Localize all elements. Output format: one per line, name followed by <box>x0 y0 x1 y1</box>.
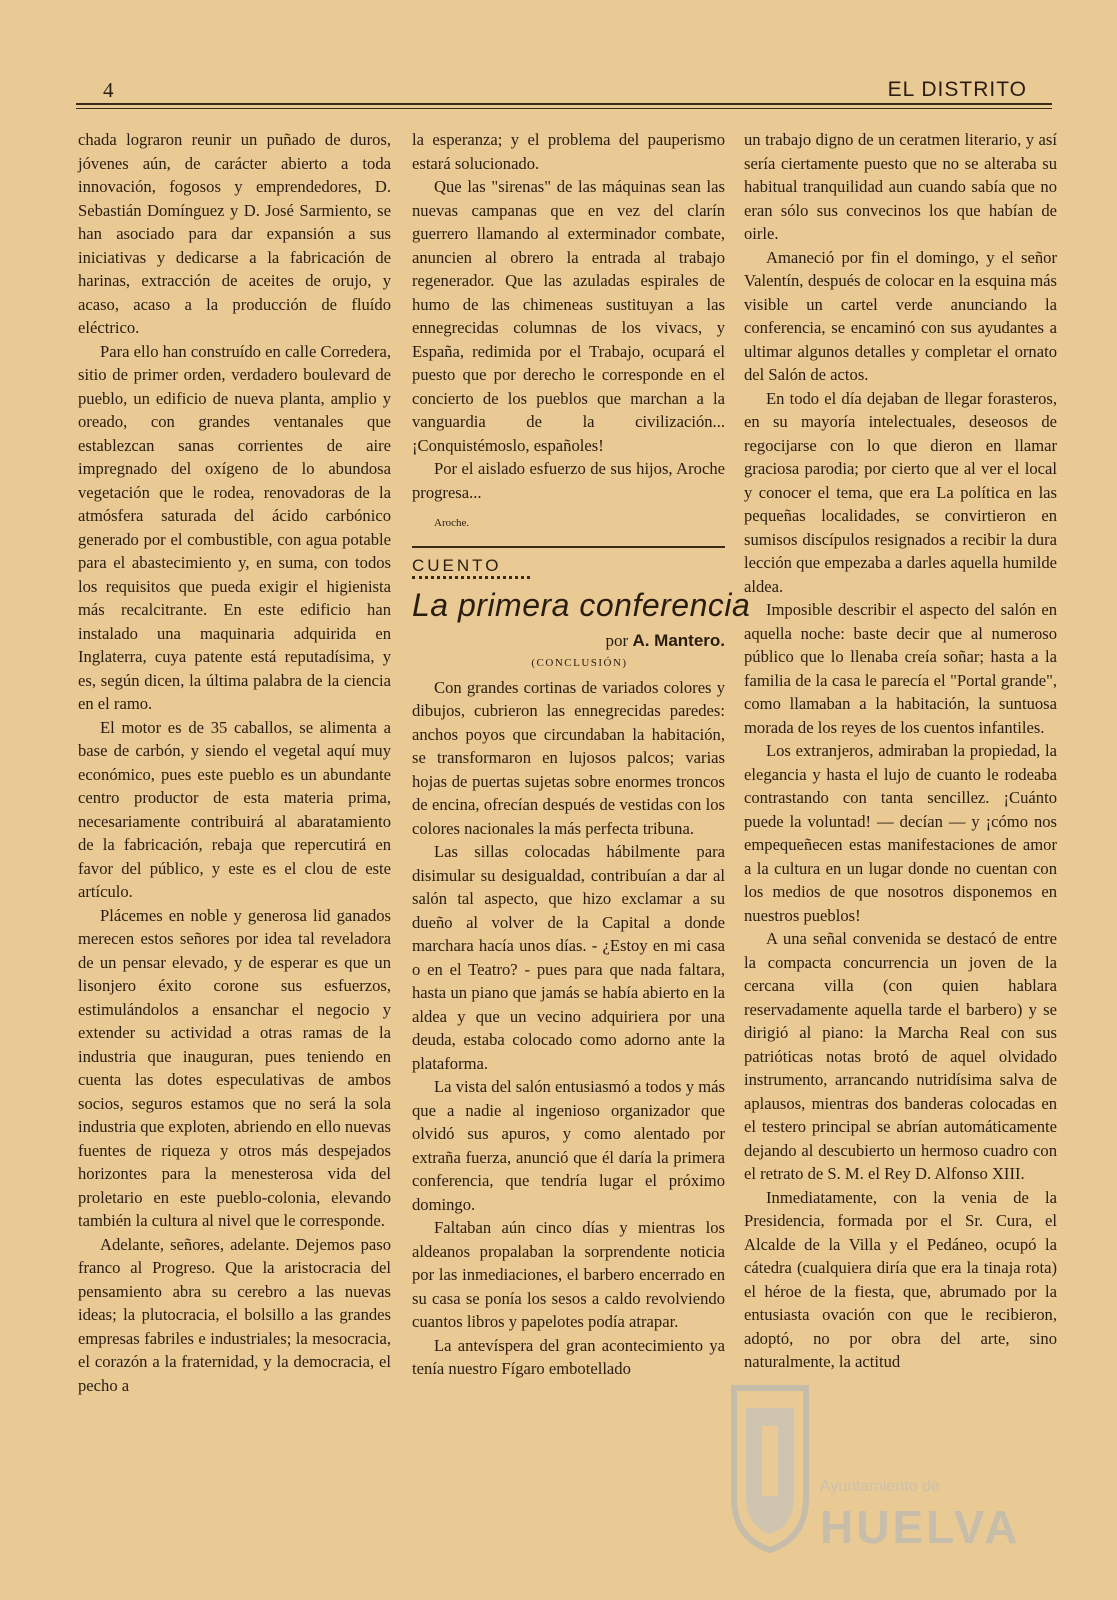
watermark-line-2: HUELVA <box>820 1501 1021 1553</box>
watermark-line-1: Ayuntamiento de <box>820 1478 940 1495</box>
paragraph: La antevíspera del gran acontecimiento ya tenía nuestro Fígaro embotellado <box>412 1335 725 1378</box>
section-label: CUENTO <box>412 555 502 575</box>
paragraph: la esperanza; y el problema del pauperismo estará solucionado. <box>412 130 725 173</box>
column-3 <box>744 128 1057 1374</box>
paragraph: Para ello han construído en calle Corredera, sitio de primer orden, verdadero boulevard de pueblo, un edificio de nueva planta, amplio y oreado, con grandes ventanales que establezcan sanas corrientes de aire impregnado del oxígeno de lo abundosa vegetación que le rodea, renovadoras de la atmósfera saturada del ácido carbónico generado por el combustible, con agua potable para el abastecimiento y, en suma, con todos los requisitos que pueda exigir el higienista más recalcitrante. En este edificio han instalado una maquinaria adquirida en Inglaterra, cuya patente está reputadísima, y es, según dicen, la última palabra de la ciencia en el ramo. <box>78 341 391 713</box>
coat-of-arms-icon <box>728 1378 812 1554</box>
paragraph: un trabajo digno de un ceratmen literario, y así sería ciertamente puesto que no se alteraba su habitual tranquilidad aun cuando sabía que no eran sólo sus convecinos los que habían de oirle. <box>744 130 1057 243</box>
paragraph: Imposible describir el aspecto del salón en aquella noche: baste decir que al numeroso público que lo llenaba creía soñar; hasta a la familia de la casa le parecía el "Portal grande", como llamaban a la habitación, la suntuosa morada de los reyes de los cuentos infantiles. <box>744 600 1057 737</box>
header-rule-thin <box>76 108 1052 109</box>
paragraph: Faltaban aún cinco días y mientras los aldeanos propalaban la sorprendente noticia por las inmediaciones, el barbero encerrado en su casa se ponía los sesos a caldo revolviendo cuantos libros y papelotes podía atrapar. <box>412 1218 725 1331</box>
byline <box>412 629 725 653</box>
column-1 <box>78 128 391 1397</box>
paragraph: Las sillas colocadas hábilmente para disimular su desigualdad, contribuían a dar al salón tal aspecto, que hizo exclamar a su dueño al volver de la Capital a donde marchara hacía unos días. - ¿Estoy en mi casa o en el Teatro? - pues para que nada faltara, hasta un piano que jamás se había abierto en la aldea y que un vecino adquiriera por una deuda, estaba colocado como adorno ante la plataforma. <box>412 842 725 1073</box>
paragraph: Inmediatamente, con la venia de la Presidencia, formada por el Sr. Cura, el Alcalde de la Villa y el Pedáneo, ocupó la cátedra (cualquiera diría que era la tinaja rota) el héroe de la fiesta, que, abrumado por la entusiasta ovación con que le recibieron, adoptó, no por obra del arte, sino naturalmente, la actitud <box>744 1187 1057 1371</box>
paragraph: Por el aislado esfuerzo de sus hijos, Aroche progresa... <box>412 459 725 502</box>
paragraph: En todo el día dejaban de llegar forasteros, en su mayoría intelectuales, deseosos de regocijarse con lo que dieron en llamar graciosa parodia; por cierto que al ver el local y conocer el tema, que era La política en las pequeñas localidades, se convirtieron en sumisos discípulos resignados a recibir la dura lección que empezaba a darles aquella humilde aldea. <box>744 388 1057 596</box>
paragraph: Que las "sirenas" de las máquinas sean las nuevas campanas que en vez del clarín guerrero llamando al exterminador combate, anuncien al obrero la entrada al trabajo regenerador. Que las azuladas espirales de humo de las chimeneas sustituyan a las ennegrecidas columnas de los vivacs, y España, redimida por el Trabajo, ocupará el puesto que por derecho le corresponde en el concierto de los pueblos que marchan a la vanguardia de la civilización... ¡Conquistémoslo, españoles! <box>412 177 725 455</box>
publication-title: EL DISTRITO <box>887 78 1027 101</box>
section-underline <box>412 576 530 579</box>
article-signature: Aroche. <box>434 517 470 529</box>
article-separator <box>412 546 725 548</box>
paragraph: Adelante, señores, adelante. Dejemos paso franco al Progreso. Que la aristocracia del pensamiento abra su cerebro a las nuevas ideas; la plutocracia, el bolsillo a las grandes empresas fabriles e industriales; la mesocracia, el corazón a la fraternidad, y la democracia, el pecho a <box>78 1234 391 1395</box>
page-number: 4 <box>103 78 114 102</box>
column-2 <box>412 128 751 1381</box>
archive-watermark <box>728 1378 1058 1578</box>
story-subtitle: (CONCLUSIÓN) <box>531 657 628 669</box>
paragraph: chada lograron reunir un puñado de duros, jóvenes aún, de carácter abierto a toda innovación, fogosos y emprendedores, D. Sebastián Domínguez y D. José Sarmiento, se han asociado para dar expansión a sus iniciativas y dedicarse a la fabricación de harinas, extracción de aceites de orujo, y acaso, acaso a la producción de fluído eléctrico. <box>78 130 391 337</box>
byline-prefix: por <box>605 630 629 650</box>
author-name: A. Mantero. <box>632 630 725 650</box>
paragraph: El motor es de 35 caballos, se alimenta a base de carbón, y siendo el vegetal aquí muy económico, pues este pueblo es un abundante centro productor de esta materia prima, necesariamente contribuirá al abaratamiento de la fabricación, rebaja que repercutirá en favor del público, y este es el clou de este artículo. <box>78 717 391 901</box>
paragraph: Con grandes cortinas de variados colores y dibujos, cubrieron las ennegrecidas paredes: anchos poyos que circundaban la habitación, se transformaron en lujosos palcos; varias hojas de puertas sujetas sobre enormes troncos de encina, ofrecían después de vestidas con los colores nacionales la más perfecta tribuna. <box>412 677 725 838</box>
paragraph: La vista del salón entusiasmó a todos y más que a nadie al ingenioso organizador que olvidó sus apuros, y como alentado por extraña fuerza, anunció que él daría la primera conferencia, que tendría lugar el próximo domingo. <box>412 1077 725 1214</box>
header-rule <box>76 103 1052 105</box>
paragraph: A una señal convenida se destacó de entre la compacta concurrencia un joven de la cercana villa (con quien hablara reservadamente aquella tarde el barbero) y se dirigió al piano: la Marcha Real con sus patrióticas notas brotó de aquel olvidado instrumento, arrancando nutridísima salva de aplausos, mientras dos banderas colocadas en el testero principal se abrían automáticamente dejando al descubierto un hermoso cuadro con el retrato de S. M. el Rey D. Alfonso XIII. <box>744 929 1057 1183</box>
story-title: La primera conferencia <box>412 586 751 623</box>
paragraph: Amaneció por fin el domingo, y el señor Valentín, después de colocar en la esquina más visible un cartel verde anunciando la conferencia, se encaminó con sus ayudantes a ultimar algunos detalles y completar el ornato del Salón de actos. <box>744 247 1057 384</box>
paragraph: Los extranjeros, admiraban la propiedad, la elegancia y hasta el lujo de cuanto le rodeaba contrastando con tanta sencillez. ¡Cuánto puede la voluntad! — decían — y ¡cómo nos empequeñecen estas manifestaciones de amor a la cultura en un lugar donde no cuentan con los medios de que nosotros disponemos en nuestros pueblos! <box>744 741 1057 925</box>
paragraph: Plácemes en noble y generosa lid ganados merecen estos señores por idea tal reveladora de un pensar elevado, y de esperar es que un lisonjero éxito corone sus esfuerzos, estimulándolos a ensanchar el negocio y extender su actividad a otras ramas de la industria que inauguran, pues teniendo en cuenta las dotes especulativas de ambos socios, seguros estamos que no será la sola industria que exploten, abriendo en ello nuevas fuentes de riqueza y otros más despejados horizontes para la menesterosa vida del proletario en este pueblo-colonia, elevando también la cultura al nivel que le corresponde. <box>78 905 391 1230</box>
